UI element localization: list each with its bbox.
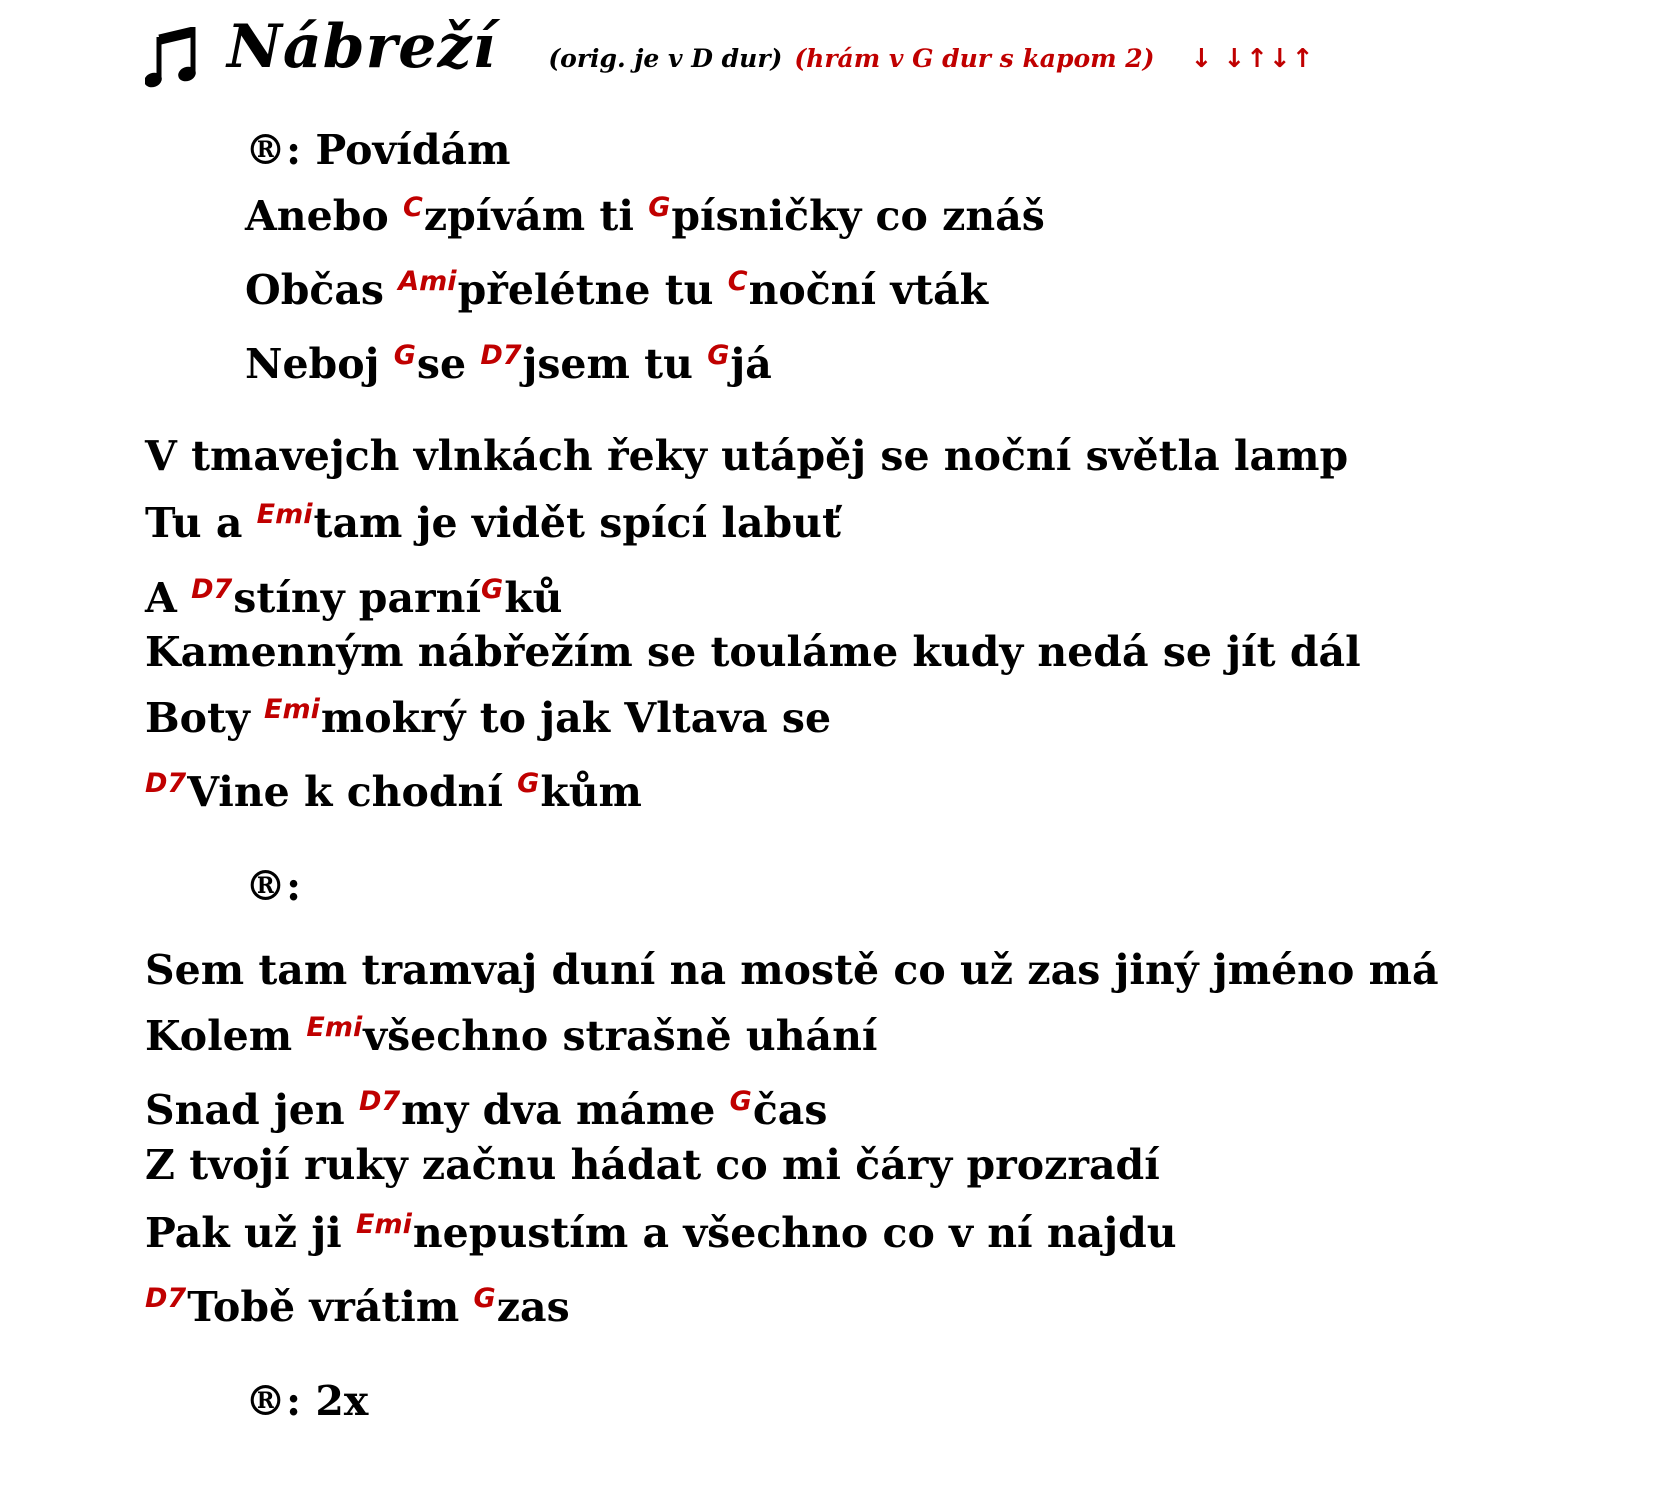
lyric-line bbox=[145, 693, 832, 742]
lyric-text: Občas bbox=[245, 266, 399, 314]
song-title: Nábreží bbox=[227, 12, 497, 82]
chord-label: Emi bbox=[306, 1011, 363, 1043]
lyric-text: kům bbox=[540, 768, 642, 816]
chord-label: G bbox=[481, 573, 504, 605]
chord-label: D7 bbox=[358, 1085, 401, 1117]
chord-label: C bbox=[403, 191, 423, 223]
lyric-text: se bbox=[416, 340, 481, 388]
chord-label: G bbox=[393, 339, 416, 371]
lyric-text: Neboj bbox=[245, 340, 394, 388]
lyric-text: Boty bbox=[145, 694, 265, 742]
lyric-text: jsem tu bbox=[522, 340, 708, 388]
lyric-line bbox=[145, 1141, 1160, 1189]
lyric-line bbox=[145, 432, 1349, 480]
lyric-text: nepustím a všechno co v ní najdu bbox=[412, 1209, 1177, 1257]
lyric-line bbox=[145, 1208, 1177, 1257]
lyric-text: Tu a bbox=[145, 499, 257, 547]
lyric-text: já bbox=[730, 340, 772, 388]
chord-label: G bbox=[517, 767, 540, 799]
chord-label: D7 bbox=[145, 767, 187, 799]
lyric-text: Tobě vrátim bbox=[187, 1283, 474, 1331]
lyric-line bbox=[145, 767, 642, 816]
lyric-line bbox=[145, 1085, 828, 1134]
music-note-icon bbox=[145, 27, 199, 89]
lyric-text: zas bbox=[496, 1283, 570, 1331]
lyric-text: stíny parní bbox=[233, 574, 482, 622]
chord-label: D7 bbox=[191, 573, 233, 605]
lyric-line bbox=[245, 1377, 369, 1425]
chord-label: Emi bbox=[256, 498, 313, 530]
lyric-text: Kolem bbox=[145, 1012, 307, 1060]
lyric-line bbox=[145, 1011, 878, 1060]
lyric-text: Kamenným nábřežím se touláme kudy nedá se jít dál bbox=[145, 628, 1361, 676]
lyric-text: ®: bbox=[245, 862, 302, 910]
chord-label: Ami bbox=[398, 265, 457, 297]
lyric-line bbox=[245, 126, 511, 174]
lyric-text: písničky co znáš bbox=[671, 192, 1045, 240]
lyric-line bbox=[245, 265, 989, 314]
lyric-text: zpívám ti bbox=[423, 192, 649, 240]
lyric-line bbox=[145, 573, 563, 622]
chord-label: Emi bbox=[356, 1208, 412, 1240]
lyric-text: Anebo bbox=[245, 192, 403, 240]
original-key-note: (orig. je v D dur) bbox=[548, 44, 783, 73]
lyric-text: Sem tam tramvaj duní na mostě co už zas jiný jméno má bbox=[145, 946, 1439, 994]
lyric-text: V tmavejch vlnkách řeky utápěj se noční světla lamp bbox=[145, 432, 1349, 480]
lyric-line bbox=[245, 862, 302, 910]
lyric-text: přelétne tu bbox=[457, 266, 728, 314]
song-header bbox=[145, 12, 1314, 92]
lyric-text: všechno strašně uhání bbox=[363, 1012, 878, 1060]
lyric-text: Pak už ji bbox=[145, 1209, 357, 1257]
chord-label: D7 bbox=[145, 1282, 187, 1314]
lyric-text: Snad jen bbox=[145, 1086, 359, 1134]
chord-label: D7 bbox=[480, 339, 522, 371]
capo-note: (hrám v G dur s kapom 2) bbox=[794, 44, 1155, 73]
lyric-text: noční vták bbox=[748, 266, 989, 314]
lyric-text: Z tvojí ruky začnu hádat co mi čáry prozradí bbox=[145, 1141, 1160, 1189]
lyric-line bbox=[145, 1282, 570, 1331]
lyric-text: ®: Povídám bbox=[245, 126, 511, 174]
lyric-text: A bbox=[145, 574, 192, 622]
lyric-text: ků bbox=[504, 574, 563, 622]
chord-label: G bbox=[473, 1282, 496, 1314]
strum-pattern: ↓ ↓↑↓↑ bbox=[1190, 44, 1315, 74]
lyric-line bbox=[145, 628, 1361, 676]
lyric-text: Vine k chodní bbox=[187, 768, 518, 816]
lyric-text: tam je vidět spící labuť bbox=[313, 499, 841, 547]
lyric-text: čas bbox=[752, 1086, 828, 1134]
lyric-line bbox=[245, 191, 1045, 240]
lyric-text: my dva máme bbox=[401, 1086, 730, 1134]
chord-label: G bbox=[648, 191, 671, 223]
lyric-text: mokrý to jak Vltava se bbox=[320, 694, 832, 742]
chord-label: G bbox=[707, 339, 730, 371]
chord-label: Emi bbox=[264, 693, 320, 725]
lyric-line bbox=[145, 946, 1439, 994]
lyric-line bbox=[145, 498, 841, 547]
lyric-text: ®: 2x bbox=[245, 1377, 369, 1425]
chord-label: C bbox=[727, 265, 748, 297]
chord-label: G bbox=[729, 1085, 752, 1117]
lyric-line bbox=[245, 339, 772, 388]
